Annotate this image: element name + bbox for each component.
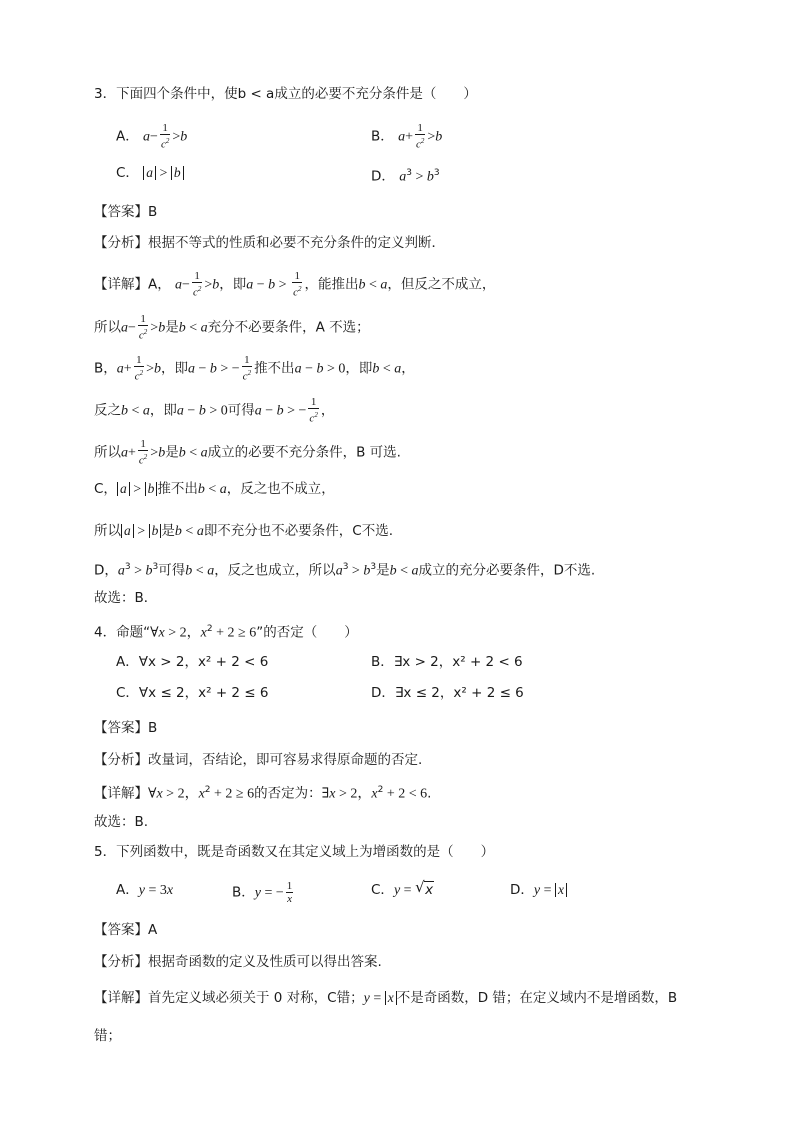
q4-option-b: B．∃x > 2，x² + 2 < 6 [371, 654, 523, 670]
q3-option-b: B． a+ $\frac{1}{c^2}$ >b [371, 122, 443, 151]
q5-detail-2: 错； [94, 1028, 121, 1044]
q5-option-b: B．y = − $\frac{1}{x}$ [232, 880, 293, 905]
q3-detail-5: 所以a+ $\frac{1}{c^2}$ >b是b < a成立的必要不充分条件，B 可选. [94, 438, 401, 467]
q4-answer: 【答案】B [94, 720, 158, 736]
q3-detail-8: D，$a^3 > b^3$可得b < a，反之也成立，所以$a^3 > b^3$是b < a成立的充分必要条件，D不选. [94, 562, 596, 579]
q5-option-a: A．y = 3x [116, 882, 174, 898]
q3-detail-3: B，a+ $\frac{1}{c^2}$ >b，即a − b > − $\frac{1}{c^2}$ 推不出a − b > 0，即b < a， [94, 354, 415, 383]
q4-option-c: C．∀x ≤ 2，x² + 2 ≤ 6 [116, 685, 269, 701]
option-letter: D． [371, 168, 395, 185]
q3-detail-2: 所以a− $\frac{1}{c^2}$ >b是b < a充分不必要条件，A 不选； [94, 313, 370, 342]
q3-option-d: D． $a^3 > b^3$ [371, 168, 440, 185]
q5-stem: 5．下列函数中，既是奇函数又在其定义域上为增函数的是（ ） [94, 844, 495, 860]
q3-option-a: A． a− $\frac{1}{c^2}$ >b [116, 122, 188, 151]
option-letter: B． [371, 128, 394, 145]
q3-answer: 【答案】B [94, 204, 158, 220]
q3-detail-6: C， a > b 推不出b < a，反之也不成立， [94, 481, 335, 497]
q5-option-c: C．y = √ x [371, 878, 434, 898]
option-letter: C． [116, 165, 139, 181]
q4-stem: 4．命题“∀x > 2，$x^2 + 2 \ge 6$”的否定（ ） [94, 624, 358, 641]
q5-answer: 【答案】A [94, 922, 158, 938]
q3-detail-7: 所以 a > b 是b < a即不充分也不必要条件，C不选. [94, 523, 394, 539]
q3-detail-1: 【详解】A， a− $\frac{1}{c^2}$ >b，即a − b > $\frac{1}{c^2}$ ，能推出b < a，但反之不成立， [94, 270, 496, 299]
q4-analysis: 【分析】改量词，否结论，即可容易求得原命题的否定. [94, 752, 423, 768]
q4-detail: 【详解】∀x > 2，$x^2 + 2 \ge 6$的否定为：∃x > 2，$x^2 + 2 < 6$. [94, 785, 432, 802]
option-letter: A． [116, 128, 139, 145]
q3-detail-4: 反之b < a，即a − b > 0可得a − b > − $\frac{1}{c^2}$ ， [94, 396, 335, 425]
q3-conclusion: 故选：B． [94, 590, 158, 606]
q4-option-d: D．∃x ≤ 2，x² + 2 ≤ 6 [371, 685, 524, 701]
q5-analysis: 【分析】根据奇函数的定义及性质可以得出答案. [94, 954, 382, 970]
q4-conclusion: 故选：B. [94, 814, 149, 830]
q3-option-c: C． a > b [116, 163, 184, 184]
q3-analysis: 【分析】根据不等式的性质和必要不充分条件的定义判断． [94, 235, 445, 251]
q3-stem: 3．下面四个条件中，使b < a成立的必要不充分条件是（ ） [94, 86, 477, 102]
q4-option-a: A．∀x > 2，x² + 2 < 6 [116, 654, 269, 670]
q5-detail-1: 【详解】首先定义域必须关于 0 对称，C错；y = x 不是奇函数，D 错；在定义域内不是增函数，B [94, 990, 678, 1006]
q5-option-d: D．y = x [510, 880, 567, 901]
